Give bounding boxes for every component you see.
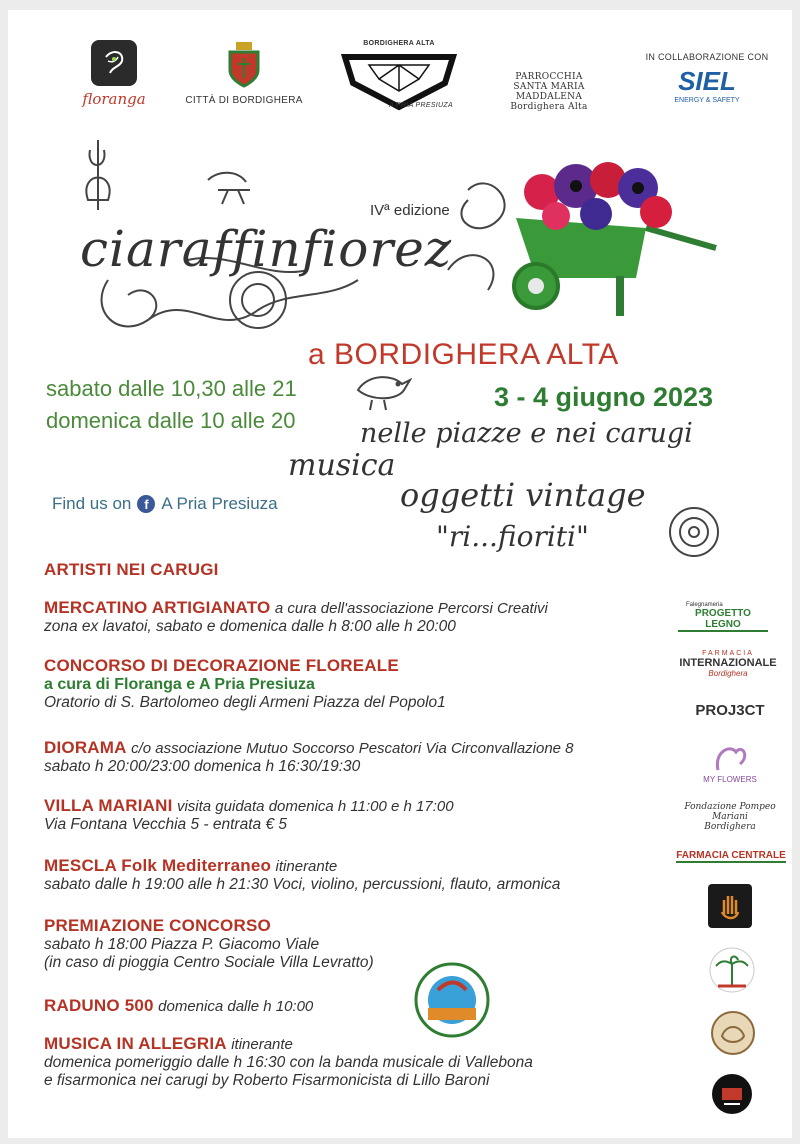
floranga-logo bbox=[64, 40, 164, 108]
musica-line2: e fisarmonica nei carugi by Roberto Fisarmonicista di Lillo Baroni bbox=[44, 1072, 490, 1089]
concorso-sub: a cura di Floranga e A Pria Presiuza bbox=[44, 676, 315, 693]
fiat500-club-badge-icon bbox=[412, 960, 492, 1045]
mercatino-line: zona ex lavatoi, sabato e domenica dalle h 8:00 alle h 20:00 bbox=[44, 618, 456, 635]
program-concorso bbox=[44, 656, 664, 712]
program-villa bbox=[44, 796, 664, 834]
farmacia-int-top: FARMACIA bbox=[702, 650, 754, 657]
script-line-oggetti: oggetti vintage bbox=[400, 476, 646, 514]
program-mercatino bbox=[44, 598, 664, 636]
parrocchia-block bbox=[484, 72, 614, 112]
parrocchia-line1: PARROCCHIA bbox=[515, 72, 583, 82]
program-diorama bbox=[44, 738, 684, 776]
sponsor-farmacia-internazionale bbox=[672, 650, 784, 678]
poster bbox=[8, 10, 792, 1138]
program-raduno bbox=[44, 996, 664, 1016]
villa-title: VILLA MARIANI bbox=[44, 796, 173, 815]
siel-name: SIEL bbox=[678, 66, 736, 96]
mescla-line: sabato dalle h 19:00 alle h 21:30 Voci, violino, percussioni, flauto, armonica bbox=[44, 876, 561, 893]
facebook-link[interactable] bbox=[52, 494, 278, 514]
hours-saturday: sabato dalle 10,30 alle 21 bbox=[46, 376, 297, 401]
concorso-title: CONCORSO DI DECORAZIONE FLOREALE bbox=[44, 656, 399, 675]
mercatino-title: MERCATINO ARTIGIANATO bbox=[44, 598, 271, 617]
concorso-line: Oratorio di S. Bartolomeo degli Armeni Piazza del Popolo1 bbox=[44, 694, 446, 711]
artisti-title: ARTISTI NEI CARUGI bbox=[44, 560, 219, 579]
sponsor-project: PROJ3CT bbox=[695, 702, 765, 719]
sponsor-farmacia-centrale: FARMACIA CENTRALE bbox=[676, 850, 786, 861]
raduno-sub: domenica dalle h 10:00 bbox=[158, 998, 314, 1015]
my-flowers-icon bbox=[690, 742, 770, 775]
musica-sub: itinerante bbox=[231, 1036, 293, 1053]
mercatino-sub: a cura dell'associazione Percorsi Creativi bbox=[274, 600, 548, 617]
my-flowers-label: MY FLOWERS bbox=[703, 775, 757, 784]
siel-logo bbox=[642, 52, 772, 104]
program-mescla bbox=[44, 856, 664, 894]
premiazione-title: PREMIAZIONE CONCORSO bbox=[44, 916, 271, 935]
floranga-name: floranga bbox=[82, 90, 146, 108]
pompeo-line2: Bordighera bbox=[704, 822, 756, 832]
progetto-label: PROGETTO LEGNO bbox=[678, 608, 768, 632]
event-place: a BORDIGHERA ALTA bbox=[308, 338, 619, 371]
calla-flower-icon bbox=[91, 40, 137, 86]
facebook-page-name: A Pria Presiuza bbox=[161, 494, 278, 513]
hours-sunday: domenica dalle 10 alle 20 bbox=[46, 408, 296, 433]
collab-label: IN COLLABORAZIONE CON bbox=[645, 52, 769, 62]
coat-of-arms-icon bbox=[184, 40, 304, 95]
sponsor-progetto-legno bbox=[678, 602, 768, 632]
script-line-musica: musica bbox=[288, 448, 396, 483]
script-line-piazze: nelle piazze e nei carugi bbox=[360, 418, 693, 449]
pria-top-label: BORDIGHERA ALTA bbox=[363, 40, 435, 47]
citta-label: CITTÀ DI BORDIGHERA bbox=[185, 95, 303, 106]
a-pria-presiuza-logo bbox=[334, 40, 464, 109]
diorama-line: sabato h 20:00/23:00 domenica h 16:30/19:30 bbox=[44, 758, 361, 775]
pompeo-line1: Fondazione Pompeo Mariani bbox=[684, 802, 776, 822]
siel-tag: ENERGY & SAFETY bbox=[674, 97, 740, 104]
edition-label: IVª edizione bbox=[370, 202, 450, 219]
musica-title: MUSICA IN ALLEGRIA bbox=[44, 1034, 227, 1053]
diorama-title: DIORAMA bbox=[44, 738, 127, 757]
program-artisti bbox=[44, 560, 664, 580]
parrocchia-line3: Bordighera Alta bbox=[510, 102, 588, 112]
sponsor-club-logo-icon bbox=[710, 1072, 754, 1121]
sponsor-pompeo-mariani bbox=[670, 802, 790, 832]
bird-icon bbox=[352, 366, 412, 417]
script-line-rifioriti: "ri...fioriti" bbox=[436, 520, 589, 553]
parrocchia-line2: SANTA MARIA MADDALENA bbox=[513, 82, 585, 102]
sponsor-palm-logo-icon bbox=[708, 946, 756, 999]
raduno-title: RADUNO 500 bbox=[44, 996, 154, 1015]
event-dates: 3 - 4 giugno 2023 bbox=[494, 382, 714, 412]
sponsor-hand-logo-icon bbox=[708, 884, 752, 928]
musica-line1: domenica pomeriggio dalle h 16:30 con la banda musicale di Vallebona bbox=[44, 1054, 533, 1071]
diorama-sub: c/o associazione Mutuo Soccorso Pescatori Via Circonvallazione 8 bbox=[131, 740, 574, 757]
rose-decoration-icon bbox=[662, 500, 726, 569]
citta-bordighera-logo bbox=[184, 40, 304, 106]
premiazione-line1: sabato h 18:00 Piazza P. Giacomo Viale bbox=[44, 936, 320, 953]
sponsor-round-logo-icon bbox=[710, 1010, 756, 1061]
pria-bottom-label: A PRIA PRESIUZA bbox=[389, 102, 453, 109]
premiazione-line2: (in caso di pioggia Centro Sociale Villa Levratto) bbox=[44, 954, 374, 971]
mescla-sub: itinerante bbox=[275, 858, 338, 875]
villa-line: Via Fontana Vecchia 5 - entrata € 5 bbox=[44, 816, 287, 833]
program-premiazione bbox=[44, 916, 664, 972]
program-musica bbox=[44, 1034, 664, 1090]
sponsor-my-flowers bbox=[690, 742, 770, 784]
facebook-icon: f bbox=[137, 495, 155, 513]
findus-label: Find us on bbox=[52, 494, 132, 513]
mescla-title: MESCLA Folk Mediterraneo bbox=[44, 856, 272, 875]
progetto-small-label: Falegnameria bbox=[686, 602, 723, 608]
event-title: ciaraffinfiorez bbox=[80, 220, 453, 278]
farmacia-int-label: INTERNAZIONALE bbox=[679, 657, 777, 669]
farmacia-int-sub: Bordighera bbox=[708, 669, 748, 678]
villa-sub: visita guidata domenica h 11:00 e h 17:00 bbox=[176, 798, 454, 815]
wheelbarrow-flowers-icon bbox=[496, 158, 726, 333]
